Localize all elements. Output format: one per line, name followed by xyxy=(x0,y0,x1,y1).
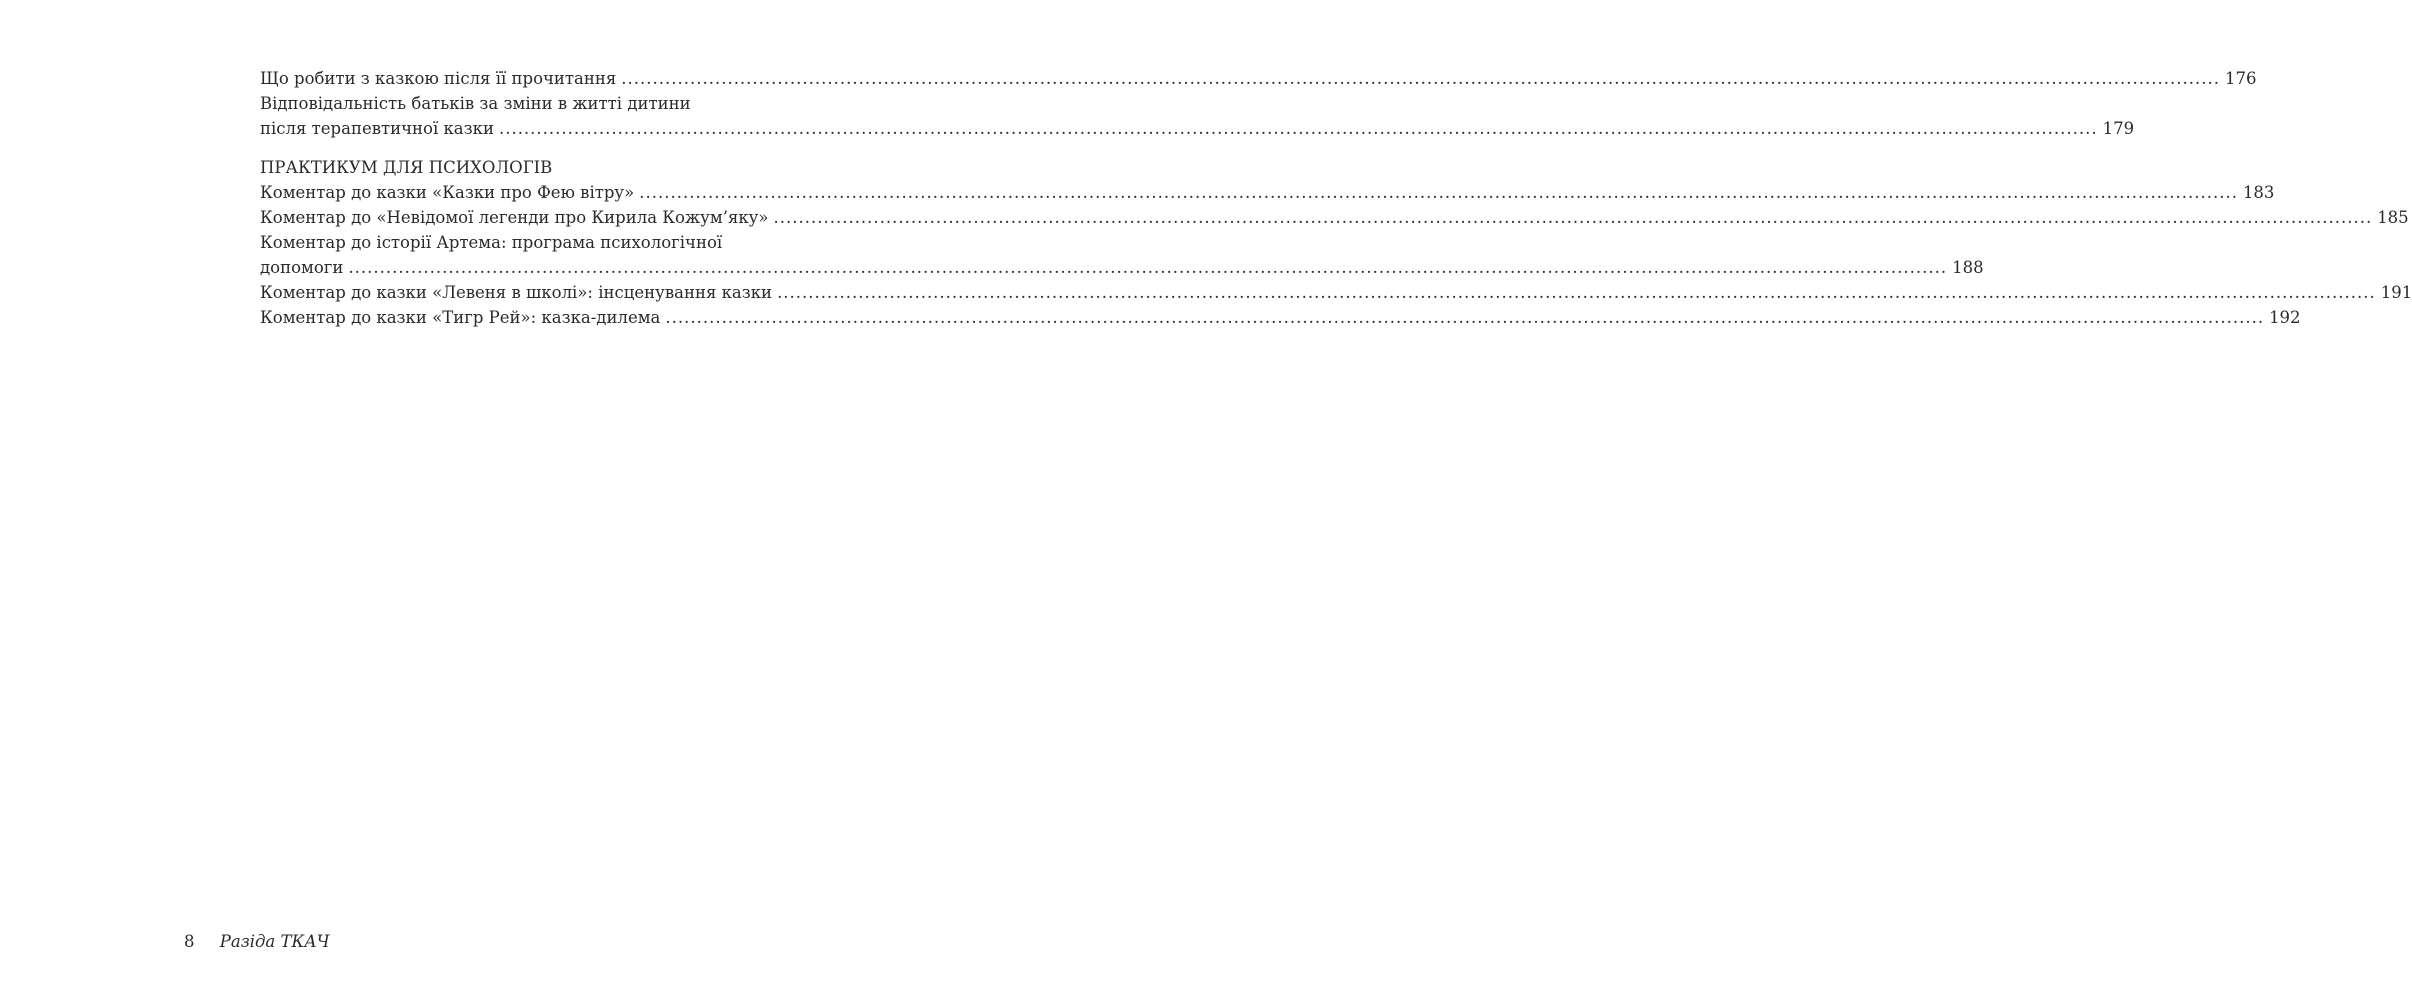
toc-leader-dots xyxy=(621,66,2220,91)
toc-entry-title: Що робити з казкою після її прочитання xyxy=(260,69,617,88)
toc-entry-page: 192 xyxy=(2269,308,2301,327)
toc-entry-page: 188 xyxy=(1952,258,1984,277)
toc-entry[interactable] xyxy=(260,305,2301,330)
table-of-contents xyxy=(260,66,2412,330)
toc-entry-title-line2: допомоги xyxy=(260,258,344,277)
toc-leader-dots xyxy=(639,180,2238,205)
toc-entry-page: 176 xyxy=(2224,69,2257,88)
toc-section-heading: ПРАКТИКУМ ДЛЯ ПСИХОЛОГІВ xyxy=(260,158,553,177)
toc-entry-last-line xyxy=(260,116,2135,141)
toc-entry-title: Коментар до казки «Тигр Рей»: казка-дилема xyxy=(260,308,661,327)
toc-entry-page: 183 xyxy=(2242,183,2275,202)
toc-leader-dots xyxy=(348,255,1947,280)
toc-entry-title-line1: Відповідальність батьків за зміни в житті дитини xyxy=(260,94,691,113)
page-footer xyxy=(184,932,330,951)
page-number: 8 xyxy=(184,932,195,951)
toc-entry-title: Коментар до «Невідомої легенди про Кирила Кожум’яку» xyxy=(260,208,769,227)
toc-entry-page: 179 xyxy=(2102,119,2135,138)
toc-entry[interactable] xyxy=(260,180,2275,205)
toc-entry-title: Коментар до казки «Левеня в школі»: інсценування казки xyxy=(260,283,773,302)
toc-leader-dots xyxy=(499,116,2098,141)
toc-entry-multiline[interactable] xyxy=(260,230,1984,280)
toc-entry-title-line2: після терапевтичної казки xyxy=(260,119,494,138)
toc-entry[interactable] xyxy=(260,66,2257,91)
toc-entry-last-line xyxy=(260,255,1984,280)
toc-entry-page: 191 xyxy=(2380,283,2412,302)
toc-entry-title-line1: Коментар до історії Артема: програма психологічної xyxy=(260,233,723,252)
toc-entry-multiline[interactable] xyxy=(260,91,2135,141)
toc-entry[interactable] xyxy=(260,205,2409,230)
toc-entry[interactable] xyxy=(260,280,2412,305)
toc-leader-dots xyxy=(774,205,2373,230)
toc-entry-page: 185 xyxy=(2377,208,2409,227)
running-author: Разіда ТКАЧ xyxy=(219,932,330,951)
toc-entry-title: Коментар до казки «Казки про Фею вітру» xyxy=(260,183,635,202)
toc-leader-dots xyxy=(665,305,2264,330)
toc-leader-dots xyxy=(777,280,2376,305)
